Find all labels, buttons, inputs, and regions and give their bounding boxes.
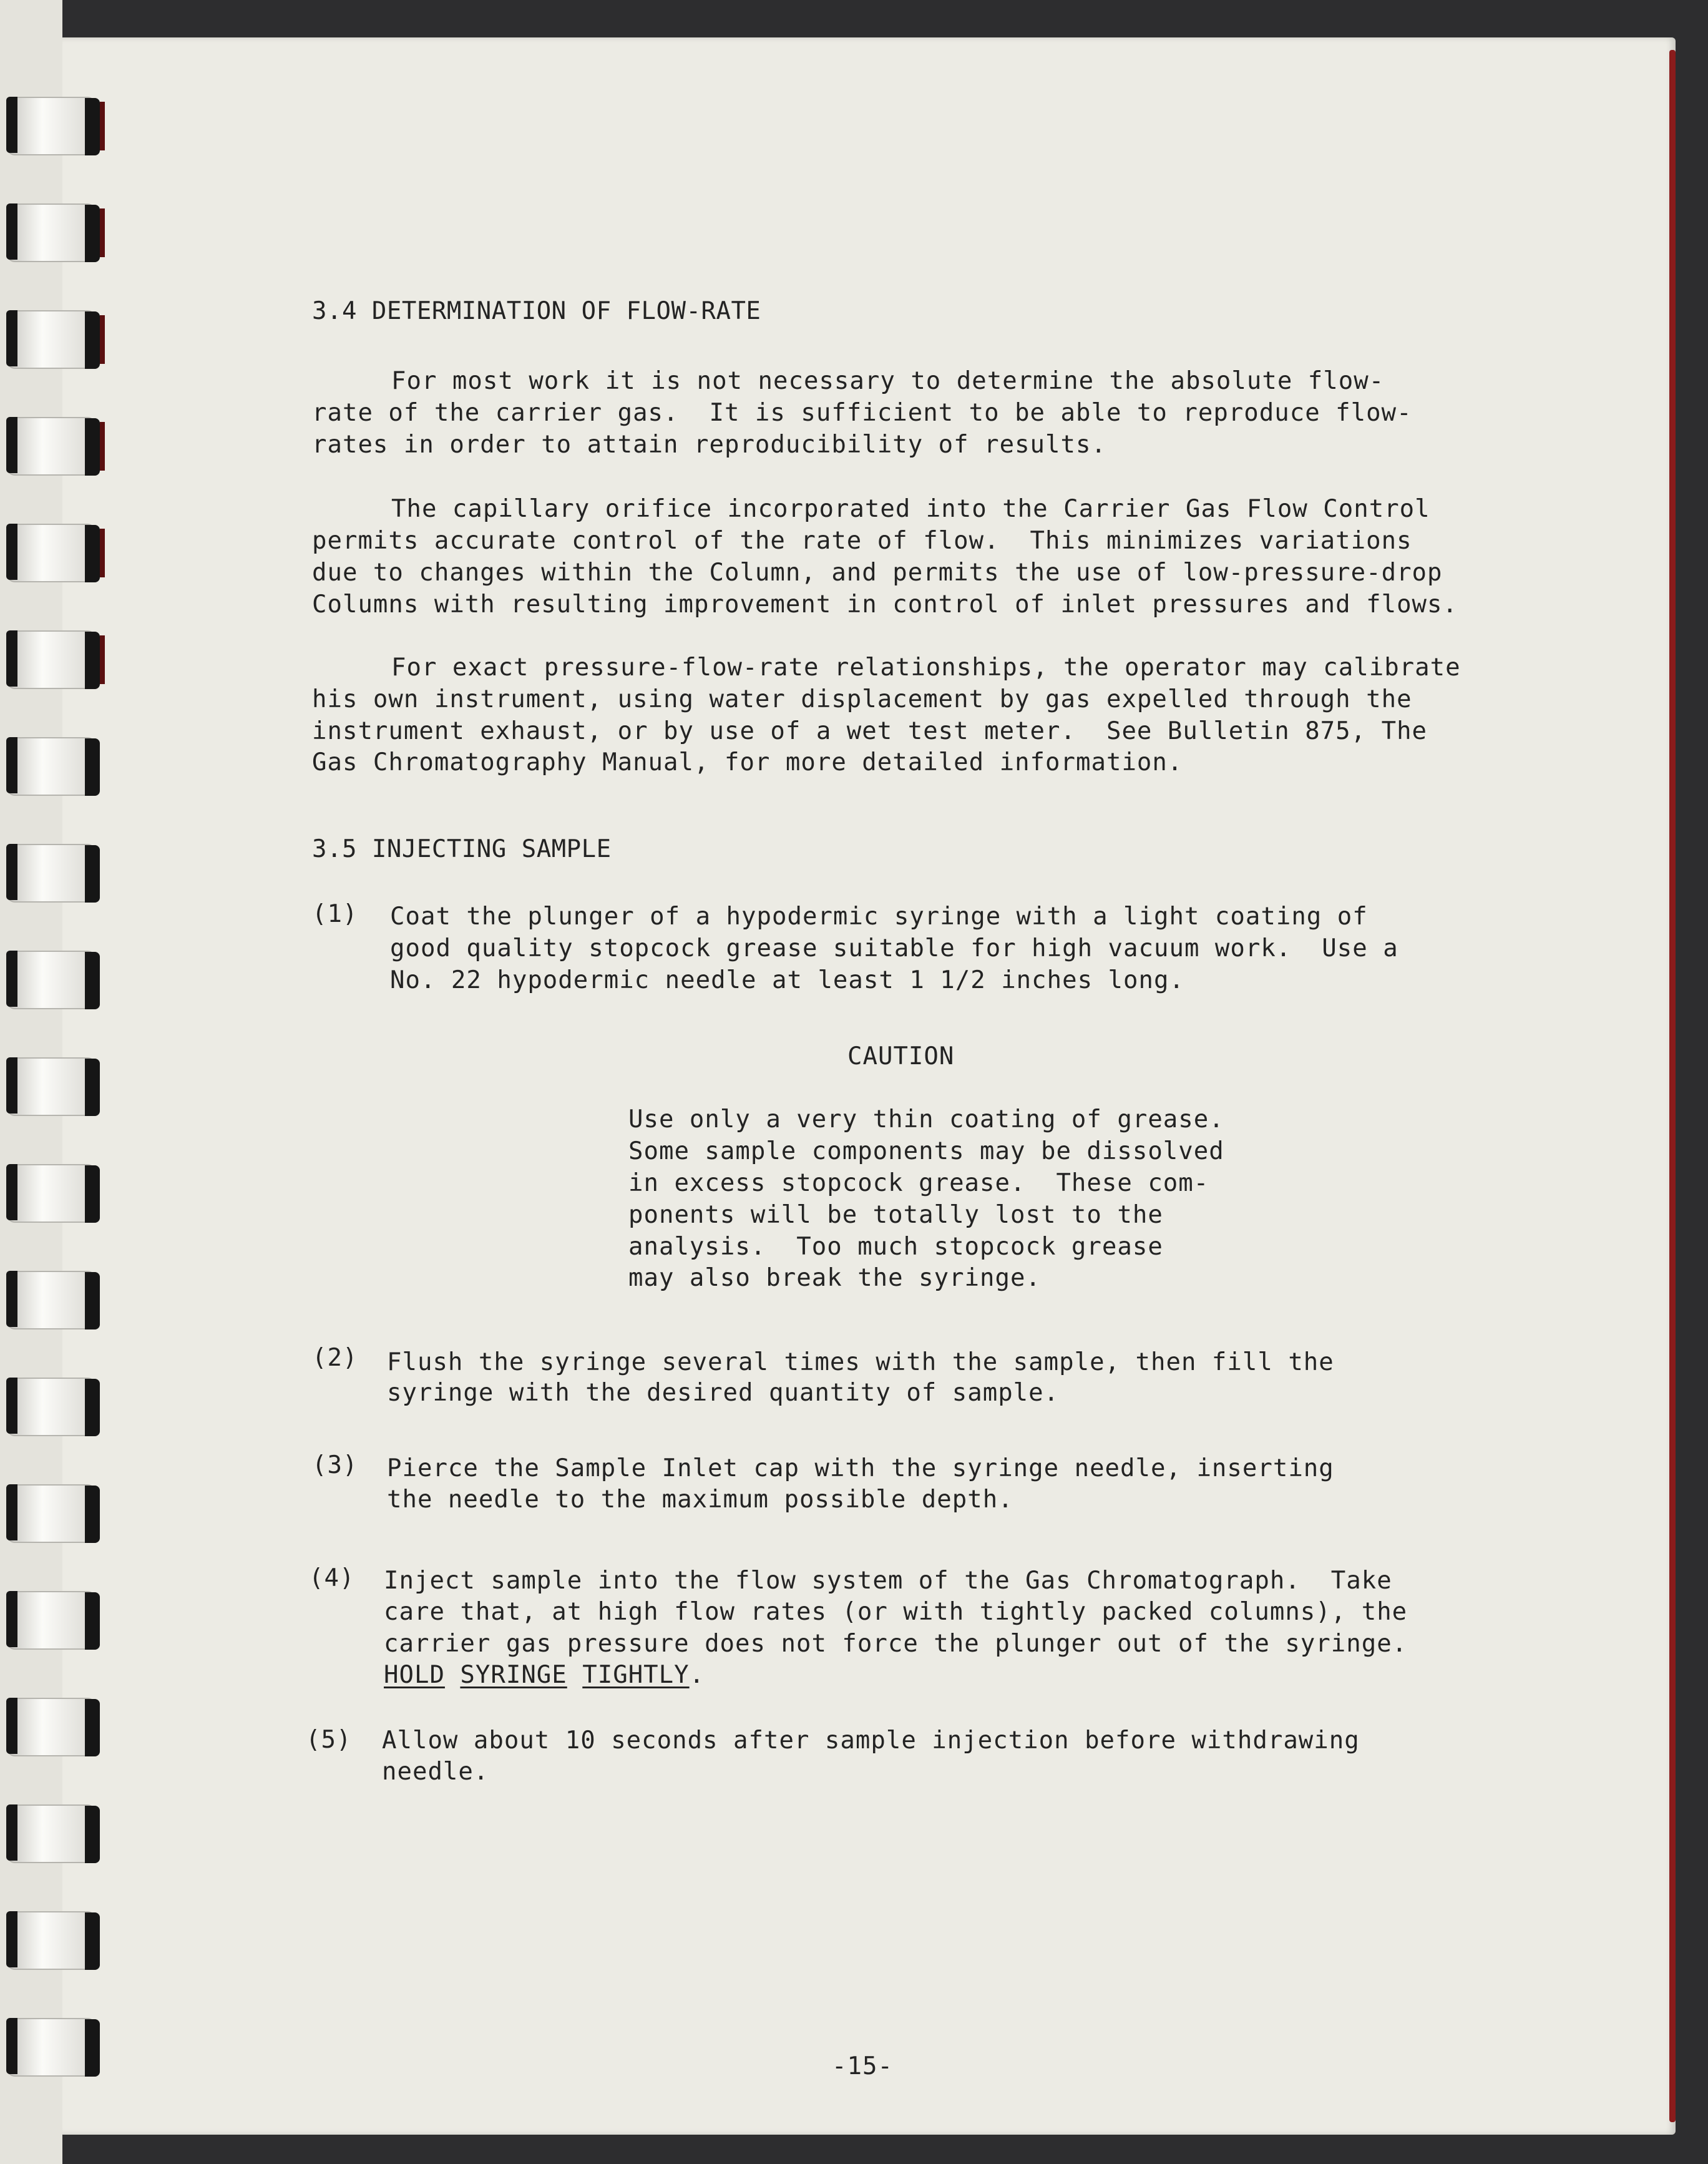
step3-number: (3): [312, 1451, 358, 1479]
binding-coil: [6, 1911, 106, 1967]
binding-coil: [6, 951, 106, 1007]
para2-line3: due to changes within the Column, and permits the use of low-pressure-drop: [312, 559, 1443, 587]
binding-coil: [6, 1271, 106, 1327]
binding-coil: [6, 1057, 106, 1114]
emph-syringe: SYRINGE: [460, 1661, 567, 1689]
binding-coil: [6, 844, 106, 900]
binding-coil: [6, 1591, 106, 1647]
emph-period: .: [689, 1661, 705, 1689]
binding-coil: [6, 630, 106, 687]
binding-coil: [6, 203, 106, 260]
step2-line1: Flush the syringe several times with the sample, then fill the: [387, 1348, 1334, 1376]
binding-coil: [6, 1804, 106, 1861]
para3-line2: his own instrument, using water displacement by gas expelled through the: [312, 685, 1412, 713]
emph-hold: HOLD: [384, 1661, 445, 1689]
binding-coil: [6, 97, 106, 153]
para3-line3: instrument exhaust, or by use of a wet test meter. See Bulletin 875, The: [312, 717, 1428, 745]
caution-line1: Use only a very thin coating of grease.: [628, 1105, 1224, 1133]
step4-line1: Inject sample into the flow system of the Gas Chromatograph. Take: [384, 1567, 1392, 1595]
caution-line2: Some sample components may be dissolved: [628, 1137, 1224, 1165]
para1-line2: rate of the carrier gas. It is sufficient to be able to reproduce flow-: [312, 399, 1412, 427]
step1-line2: good quality stopcock grease suitable for high vacuum work. Use a: [390, 934, 1398, 962]
caution-line3: in excess stopcock grease. These com-: [628, 1169, 1209, 1197]
binding-coil: [6, 1378, 106, 1434]
step3-line2: the needle to the maximum possible depth.: [387, 1486, 1013, 1514]
caution-line6: may also break the syringe.: [628, 1264, 1041, 1292]
step4-line3: carrier gas pressure does not force the plunger out of the syringe.: [384, 1630, 1408, 1658]
section-heading-3-5: 3.5 INJECTING SAMPLE: [312, 835, 612, 863]
page-number: -15-: [832, 2052, 893, 2080]
para2-line4: Columns with resulting improvement in control of inlet pressures and flows.: [312, 590, 1458, 619]
binding-coil: [6, 1164, 106, 1220]
binding-coil: [6, 737, 106, 793]
caution-line5: analysis. Too much stopcock grease: [628, 1233, 1163, 1261]
step1-number: (1): [312, 900, 358, 928]
section-heading-3-4: 3.4 DETERMINATION OF FLOW-RATE: [312, 297, 761, 325]
step5-number: (5): [306, 1726, 352, 1754]
step4-emphasis-line: [384, 1659, 705, 1691]
para2-line2: permits accurate control of the rate of flow. This minimizes variations: [312, 527, 1412, 555]
para2-line1: The capillary orifice incorporated into the Carrier Gas Flow Control: [391, 495, 1430, 523]
page-edge: [1669, 50, 1676, 2122]
caution-line4: ponents will be totally lost to the: [628, 1201, 1163, 1229]
binding-coil: [6, 1484, 106, 1540]
para1-line1: For most work it is not necessary to determine the absolute flow-: [391, 367, 1385, 395]
binding-coil: [6, 417, 106, 473]
binding-coil: [6, 1698, 106, 1754]
step2-line2: syringe with the desired quantity of sample.: [387, 1379, 1060, 1407]
step3-line1: Pierce the Sample Inlet cap with the syringe needle, inserting: [387, 1454, 1334, 1482]
caution-title: CAUTION: [847, 1042, 955, 1070]
binding-coil: [6, 310, 106, 366]
step4-line2: care that, at high flow rates (or with tightly packed columns), the: [384, 1598, 1408, 1626]
step5-line1: Allow about 10 seconds after sample injection before withdrawing: [382, 1726, 1360, 1755]
manual-page: [59, 37, 1676, 2135]
step4-number: (4): [309, 1564, 355, 1592]
binding-coil: [6, 2018, 106, 2074]
para3-line1: For exact pressure-flow-rate relationships, the operator may calibrate: [391, 654, 1461, 682]
step1-line1: Coat the plunger of a hypodermic syringe with a light coating of: [390, 903, 1368, 931]
emph-tightly: TIGHTLY: [582, 1661, 690, 1689]
step5-line2: needle.: [382, 1758, 489, 1786]
step2-number: (2): [312, 1344, 358, 1372]
step1-line3: No. 22 hypodermic needle at least 1 1/2 inches long.: [390, 966, 1184, 994]
para1-line3: rates in order to attain reproducibility of results.: [312, 431, 1106, 459]
binding-coil: [6, 524, 106, 580]
para3-line4: Gas Chromatography Manual, for more detailed information.: [312, 748, 1183, 776]
